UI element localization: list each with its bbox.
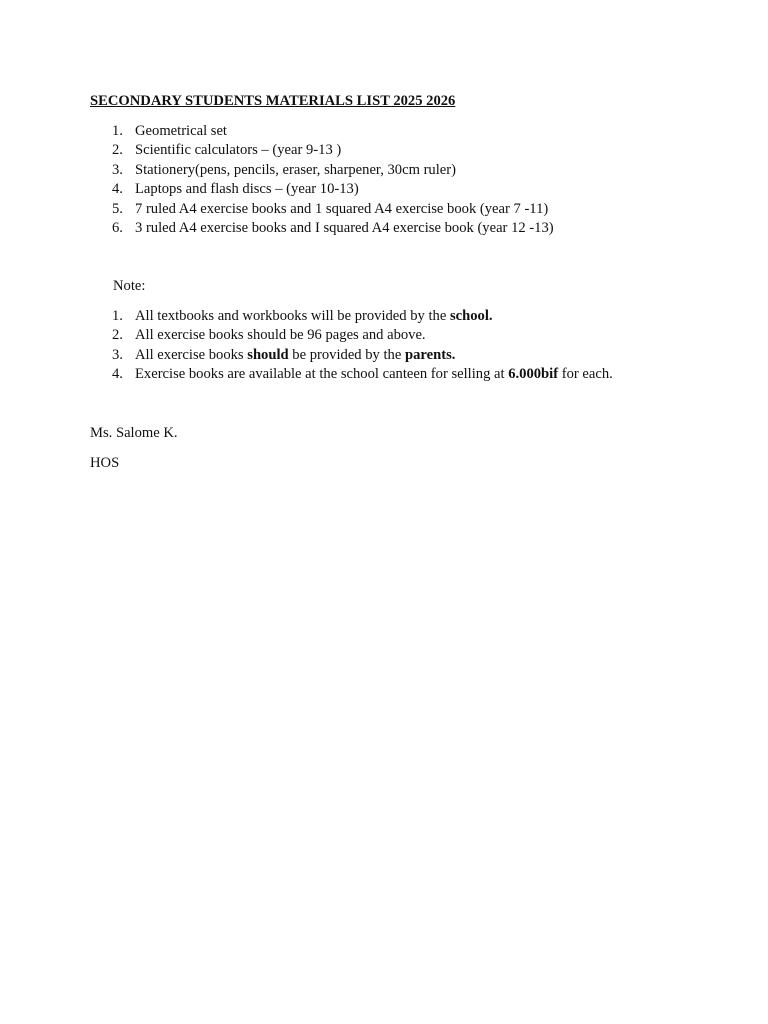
note-text-segment: All textbooks and workbooks will be provided by the [135, 308, 450, 324]
note-item [0, 346, 768, 365]
list-item-number: 2. [112, 142, 123, 159]
list-item [0, 122, 768, 141]
note-item [0, 307, 768, 326]
note-item [0, 365, 768, 384]
note-item-text [135, 307, 493, 326]
list-item [0, 141, 768, 160]
note-heading: Note: [113, 278, 146, 294]
list-item [0, 161, 768, 180]
list-item-number: 3. [112, 161, 123, 178]
note-text-segment: be provided by the [288, 346, 405, 363]
note-emphasis: parents. [404, 346, 456, 363]
list-item [0, 219, 768, 238]
note-item-text [135, 365, 613, 384]
list-item-text: Geometrical set [135, 123, 227, 139]
list-item-number: 4. [112, 181, 123, 198]
materials-list [0, 122, 768, 238]
signatory-role: HOS [90, 455, 120, 471]
notes-list [0, 307, 768, 385]
note-text-segment: All exercise books [135, 346, 248, 363]
note-emphasis: should [247, 346, 289, 363]
note-emphasis: 6.000bif [508, 366, 559, 383]
list-item-number: 1. [112, 123, 123, 139]
note-item-text [135, 346, 455, 365]
list-item-number: 5. [112, 200, 123, 217]
list-item-text: 7 ruled A4 exercise books and 1 squared A4 exercise book (year 7 -11) [135, 200, 549, 217]
note-item-text: All exercise books should be 96 pages and above. [135, 327, 426, 344]
document-title: SECONDARY STUDENTS MATERIALS LIST 2025 2026 [90, 93, 456, 109]
list-item-text: Scientific calculators – (year 9-13 ) [135, 142, 342, 159]
note-text-segment: for each. [558, 366, 613, 383]
list-item [0, 180, 768, 199]
note-text-segment: Exercise books are available at the school canteen for selling at [135, 366, 509, 383]
signatory-name: Ms. Salome K. [90, 425, 178, 441]
note-emphasis: school. [449, 308, 493, 324]
list-item [0, 200, 768, 219]
list-item-text: Stationery(pens, pencils, eraser, sharpener, 30cm ruler) [135, 161, 456, 178]
note-item-number: 3. [112, 346, 123, 363]
list-item-number: 6. [112, 219, 123, 236]
list-item-text: 3 ruled A4 exercise books and I squared A4 exercise book (year 12 -13) [135, 219, 554, 236]
note-item-number: 1. [112, 308, 123, 324]
list-item-text: Laptops and flash discs – (year 10-13) [135, 181, 359, 198]
note-item [0, 326, 768, 345]
note-item-number: 4. [112, 366, 123, 383]
note-item-number: 2. [112, 327, 123, 344]
